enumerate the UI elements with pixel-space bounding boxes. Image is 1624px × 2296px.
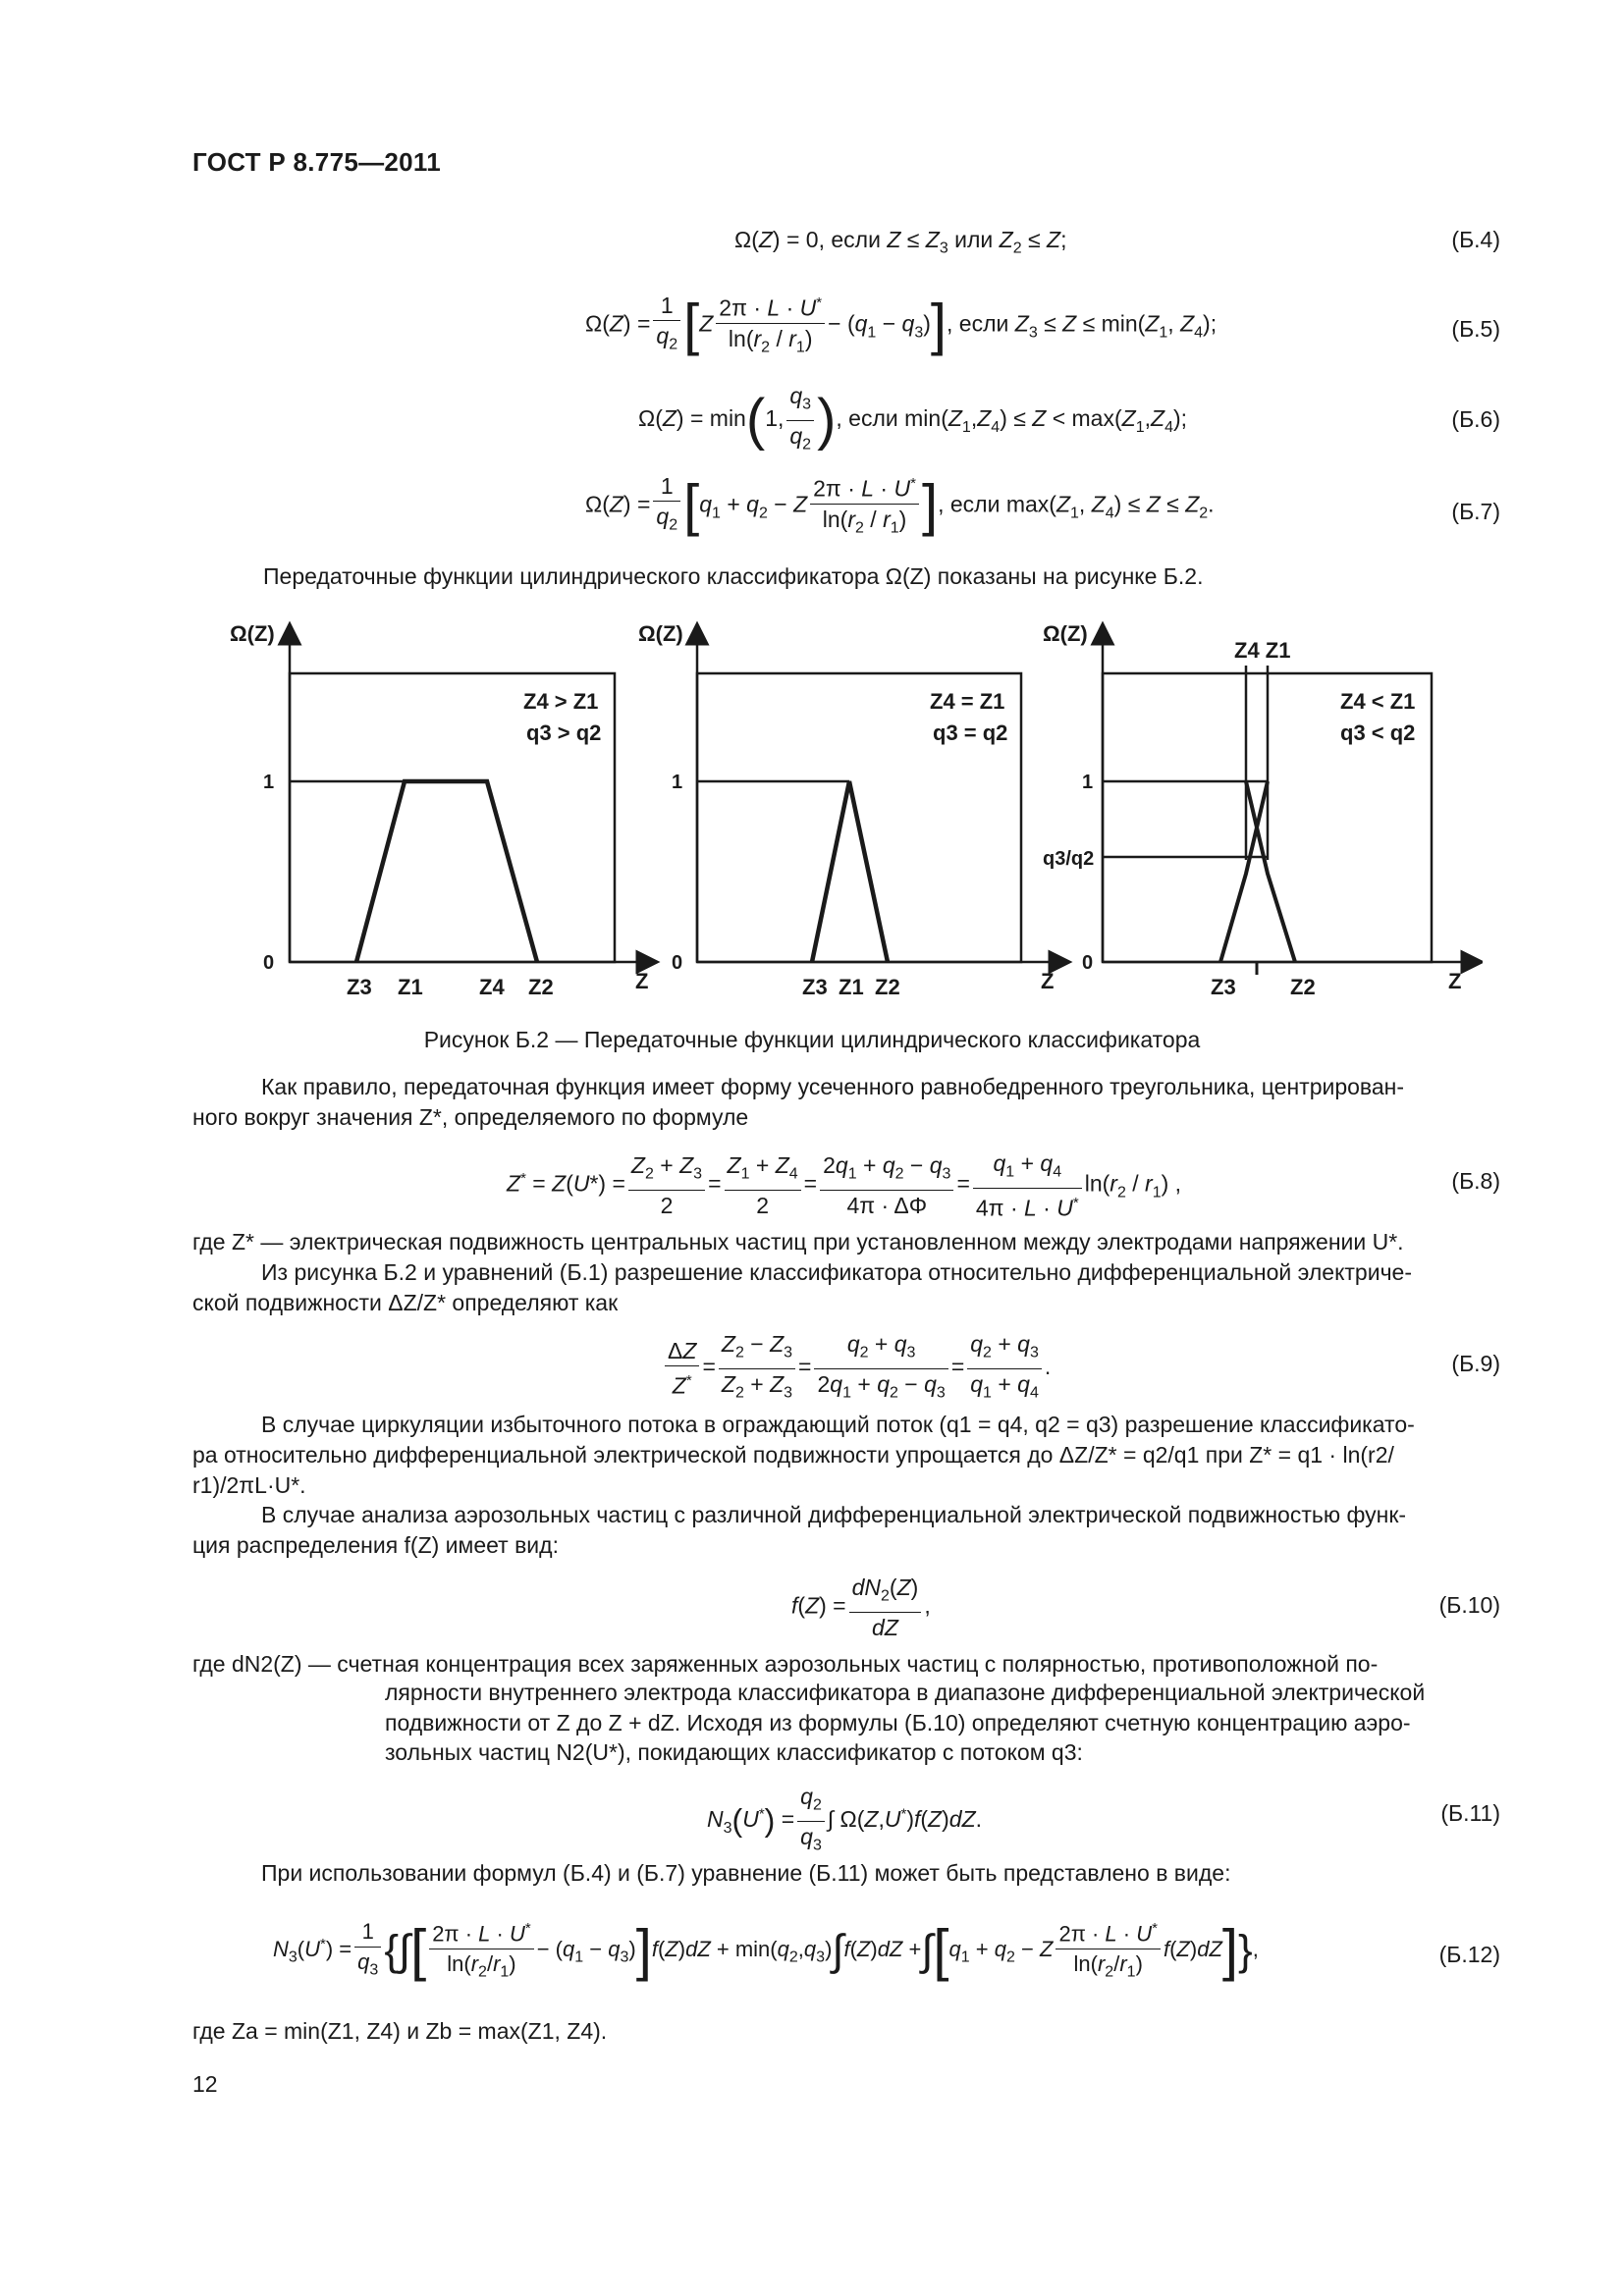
legend-line-1: Z4 = Z1 [930, 689, 1005, 714]
legend-line-1: Z4 < Z1 [1340, 689, 1416, 714]
equation-number: (Б.8) [1451, 1168, 1500, 1194]
equation-number: (Б.5) [1451, 316, 1500, 342]
equation-b7: Ω(Z) = $\frac{1}{q_2}$ [$q_1 + q_2 - Z$ $\frac{2\pi \cdot L \cdot U^*}{\ln(r_2 / r_1)}$ ], если $\max(Z_1$, $Z_4) \le Z \le Z_2$. [585, 469, 1215, 543]
paragraph: При использовании формул (Б.4) и (Б.7) уравнение (Б.11) может быть представлено в виде: [261, 1860, 1231, 1886]
x-axis-label: Z [1448, 969, 1462, 993]
equation-number: (Б.6) [1451, 406, 1500, 432]
tick-label: 0 [1082, 952, 1094, 974]
tick-label: 1 [263, 772, 275, 793]
paragraph: зольных частиц N2(U*), покидающих классификатор с потоком q3: [385, 1739, 1083, 1765]
document-header: ГОСТ Р 8.775—2011 [192, 147, 441, 177]
equation-b4: Ω(Z) = 0, если $Z \le Z_3$ или $Z_2 \le Z$; [734, 227, 1067, 257]
legend-line-2: q3 > q2 [526, 721, 602, 745]
x-axis-label: Z [1041, 969, 1055, 993]
legend-line-2: q3 = q2 [933, 721, 1008, 745]
figure-b2 [216, 618, 1483, 1011]
legend-line-1: Z4 > Z1 [523, 689, 599, 714]
paragraph: где Z* — электрическая подвижность центральных частиц при установленном между электродами напряжении U*. [192, 1229, 1404, 1255]
equation-b11: $N_3(U^*)$ = $\frac{q_2}{q_3}$ ∫ Ω(Z,U*)f(Z)dZ. [707, 1784, 983, 1854]
equation-b10: f(Z) = $\frac{dN_2(Z)}{dZ}$ , [791, 1575, 931, 1640]
equation-number: (Б.4) [1451, 227, 1500, 252]
x-tick-label: Z4 [479, 975, 505, 999]
figure-caption: Рисунок Б.2 — Передаточные функции цилиндрического классификатора [423, 1027, 1201, 1052]
equation-b9: $\frac{\Delta Z}{Z^*}$ = $\frac{Z_2 - Z_3}{Z_2 + Z_3}$ = $\frac{q_2 + q_3}{2q_1 + q_2 - q_3}$ = $\frac{q_2 + q_3}{q_1 + q_4}$ . [662, 1329, 1051, 1408]
x-tick-label: Z3 [347, 975, 372, 999]
tick-label: 0 [672, 952, 683, 974]
top-label: Z4 Z1 [1234, 638, 1291, 663]
equation-b6: Ω(Z) = min(1, $\frac{q_3}{q_2}$ ), если $\min(Z_1,Z_4) \le Z < \max(Z_1,Z_4)$; [638, 383, 1188, 454]
paragraph: ской подвижности ΔZ/Z* определяют как [192, 1290, 619, 1315]
equation-number: (Б.9) [1451, 1351, 1500, 1376]
x-axis-label: Z [635, 969, 649, 993]
tick-label: q3/q2 [1043, 848, 1095, 870]
x-tick-label: Z2 [1290, 975, 1316, 999]
equation-number: (Б.12) [1438, 1942, 1500, 1967]
paragraph: лярности внутреннего электрода классификатора в диапазоне дифференциальной электрической [385, 1680, 1426, 1705]
equation-number: (Б.10) [1438, 1592, 1500, 1618]
equation-number: (Б.7) [1451, 499, 1500, 524]
equation-number: (Б.11) [1440, 1800, 1500, 1826]
x-tick-label: Z3 [802, 975, 828, 999]
paragraph: В случае анализа аэрозольных частиц с различной дифференциальной электрической подвижностью функ- [261, 1502, 1407, 1527]
tick-label: 0 [263, 952, 275, 974]
x-tick-label: Z2 [528, 975, 554, 999]
equation-b12: $N_3(U^*)$ = $\frac{1}{q_3}$ {∫[ $\frac{2\pi \cdot L \cdot U^*}{\ln(r_2/r_1)}$ − $(q_1 - q_3)]f(Z)dZ + \min(q_2,q_3)\int f(Z)dZ +\int[q_1 + q_2 - Z$ $\frac{2\pi \cdot L \cdot U^*}{\ln(r_2/r_1)}$ f(Z)dZ]}, [273, 1914, 1259, 1988]
panel-3 [1043, 621, 1473, 999]
y-axis-label: Ω(Z) [230, 621, 275, 646]
equation-b5: Ω(Z) = $\frac{1}{q_2}$ [Z $\frac{2\pi \cdot L \cdot U^*}{\ln(r_2 / r_1)}$ − $(q_1 - q_3)$], если $Z_3 \le Z \le \min(Z_1$, $Z_4$); [585, 289, 1217, 362]
legend-line-2: q3 < q2 [1340, 721, 1416, 745]
x-tick-label: Z2 [875, 975, 900, 999]
paragraph: подвижности от Z до Z + dZ. Исходя из формулы (Б.10) определяют счетную концентрацию аэро- [385, 1710, 1411, 1735]
paragraph: где dN2(Z) — счетная концентрация всех заряженных аэрозольных частиц с полярностью, противоположной по- [192, 1651, 1379, 1677]
y-axis-label: Ω(Z) [638, 621, 683, 646]
x-tick-label: Z1 [398, 975, 423, 999]
paragraph: ра относительно дифференциальной электрической подвижности упрощается до ΔZ/Z* = q2/q1 при Z* = q1 · ln(r2/ [192, 1442, 1394, 1468]
paragraph: Из рисунка Б.2 и уравнений (Б.1) разрешение классификатора относительно дифференциальной электриче- [261, 1259, 1413, 1285]
intro-text: Передаточные функции цилиндрического классификатора Ω(Z) показаны на рисунке Б.2. [263, 563, 1204, 589]
panel-1 [230, 621, 648, 999]
paragraph: В случае циркуляции избыточного потока в ограждающий поток (q1 = q4, q2 = q3) разрешение классификато- [261, 1412, 1415, 1437]
x-tick-label: Z1 [839, 975, 864, 999]
y-axis-label: Ω(Z) [1043, 621, 1088, 646]
equation-b8: Z* = Z(U*) = $\frac{Z_2 + Z_3}{2}$ = $\frac{Z_1 + Z_4}{2}$ = $\frac{2q_1 + q_2 - q_3}{4\pi \cdot \Delta\Phi}$ = $\frac{q_1 + q_4}{4\pi \cdot L \cdot U^*}$ $\ln(r_2 / r_1)$ , [507, 1150, 1182, 1221]
paragraph: r1)/2πL·U*. [192, 1472, 306, 1498]
paragraph: где Za = min(Z1, Z4) и Zb = max(Z1, Z4). [192, 2018, 608, 2044]
paragraph: ного вокруг значения Z*, определяемого по формуле [192, 1104, 749, 1130]
tick-label: 1 [672, 772, 683, 793]
x-tick-label: Z3 [1211, 975, 1236, 999]
paragraph: ция распределения f(Z) имеет вид: [192, 1532, 559, 1558]
page-number: 12 [192, 2071, 218, 2097]
paragraph: Как правило, передаточная функция имеет форму усеченного равнобедренного треугольника, центрирован- [261, 1074, 1405, 1099]
panel-2 [638, 621, 1060, 999]
tick-label: 1 [1082, 772, 1094, 793]
